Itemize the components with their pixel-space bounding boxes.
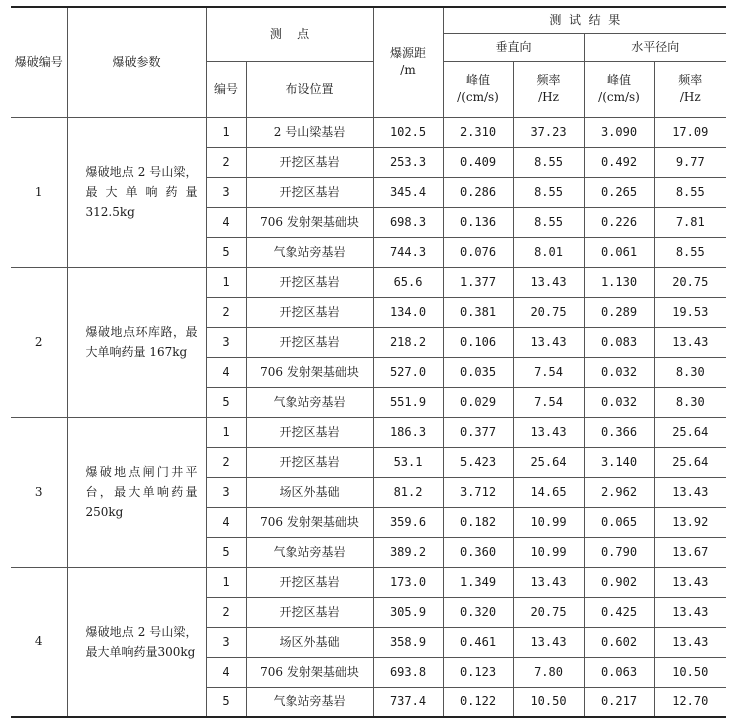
horizontal-peak-cell: 0.902 [584, 567, 654, 597]
header-horizontal-peak [584, 61, 654, 117]
distance-cell: 359.6 [373, 507, 443, 537]
header-distance-text: 爆源距 [390, 46, 427, 61]
vertical-freq-cell: 25.64 [513, 447, 584, 477]
distance-cell: 305.9 [373, 597, 443, 627]
vertical-peak-cell: 0.182 [443, 507, 513, 537]
point-no-cell: 4 [206, 507, 246, 537]
header-vertical [443, 33, 584, 61]
header-location [246, 61, 373, 117]
horizontal-freq-cell: 7.81 [654, 207, 726, 237]
vertical-peak-cell: 0.029 [443, 387, 513, 417]
vertical-freq-cell: 14.65 [513, 477, 584, 507]
header-vertical-peak [443, 61, 513, 117]
header-freq-unit: /Hz [679, 90, 701, 104]
header-measure-point [206, 7, 373, 61]
vertical-peak-cell: 2.310 [443, 117, 513, 147]
vertical-freq-cell: 10.50 [513, 687, 584, 717]
vertical-peak-cell: 0.360 [443, 537, 513, 567]
horizontal-freq-cell: 8.30 [654, 357, 726, 387]
location-cell: 开挖区基岩 [246, 417, 373, 447]
location-cell: 场区外基础 [246, 627, 373, 657]
distance-cell: 358.9 [373, 627, 443, 657]
distance-cell: 253.3 [373, 147, 443, 177]
vertical-freq-cell: 13.43 [513, 567, 584, 597]
point-no-cell: 3 [206, 477, 246, 507]
blast-params-cell: 爆破地点环库路，最大单响药量 167kg [67, 267, 206, 417]
horizontal-peak-cell: 3.090 [584, 117, 654, 147]
location-cell: 706 发射架基础块 [246, 207, 373, 237]
horizontal-peak-cell: 0.425 [584, 597, 654, 627]
distance-cell: 81.2 [373, 477, 443, 507]
point-no-cell: 2 [206, 597, 246, 627]
vertical-freq-cell: 13.43 [513, 327, 584, 357]
header-distance [373, 7, 443, 117]
vertical-peak-cell: 0.123 [443, 657, 513, 687]
horizontal-peak-cell: 0.061 [584, 237, 654, 267]
point-no-cell: 5 [206, 237, 246, 267]
point-no-cell: 2 [206, 297, 246, 327]
point-no-cell: 2 [206, 447, 246, 477]
location-cell: 气象站旁基岩 [246, 687, 373, 717]
vertical-peak-cell: 0.136 [443, 207, 513, 237]
vertical-freq-cell: 10.99 [513, 507, 584, 537]
point-no-cell: 3 [206, 627, 246, 657]
header-freq-text: 频率 [678, 73, 703, 87]
header-point-no [206, 61, 246, 117]
distance-cell: 737.4 [373, 687, 443, 717]
horizontal-freq-cell: 12.70 [654, 687, 726, 717]
vertical-peak-cell: 0.106 [443, 327, 513, 357]
distance-cell: 65.6 [373, 267, 443, 297]
vertical-peak-cell: 1.349 [443, 567, 513, 597]
table-row [11, 417, 726, 447]
horizontal-freq-cell: 13.67 [654, 537, 726, 567]
point-no-cell: 5 [206, 537, 246, 567]
horizontal-peak-cell: 0.289 [584, 297, 654, 327]
horizontal-peak-cell: 0.492 [584, 147, 654, 177]
vertical-freq-cell: 13.43 [513, 267, 584, 297]
vertical-freq-cell: 13.43 [513, 627, 584, 657]
blast-no-cell: 3 [11, 417, 67, 567]
header-freq-text: 频率 [536, 73, 561, 87]
horizontal-peak-cell: 0.265 [584, 177, 654, 207]
location-cell: 706 发射架基础块 [246, 357, 373, 387]
header-blast-no [11, 7, 67, 117]
vertical-peak-cell: 0.076 [443, 237, 513, 267]
point-no-cell: 4 [206, 657, 246, 687]
vertical-peak-cell: 1.377 [443, 267, 513, 297]
point-no-cell: 1 [206, 117, 246, 147]
header-location-text: 布设位置 [285, 81, 334, 96]
horizontal-freq-cell: 25.64 [654, 417, 726, 447]
vertical-freq-cell: 20.75 [513, 597, 584, 627]
vertical-peak-cell: 0.122 [443, 687, 513, 717]
header-distance-unit: /m [400, 63, 416, 78]
header-blast-no-text: 爆破编号 [14, 54, 63, 69]
distance-cell: 186.3 [373, 417, 443, 447]
table-row [11, 567, 726, 597]
distance-cell: 173.0 [373, 567, 443, 597]
horizontal-freq-cell: 13.43 [654, 477, 726, 507]
header-vertical-text: 垂直向 [495, 39, 532, 54]
header-results [443, 7, 726, 33]
horizontal-freq-cell: 13.43 [654, 567, 726, 597]
vertical-freq-cell: 37.23 [513, 117, 584, 147]
blast-params-cell: 爆破地点 2 号山梁，最大单响药量300kg [67, 567, 206, 717]
horizontal-freq-cell: 19.53 [654, 297, 726, 327]
point-no-cell: 5 [206, 387, 246, 417]
vertical-peak-cell: 0.320 [443, 597, 513, 627]
header-peak-unit: /(cm/s) [598, 90, 640, 104]
distance-cell: 744.3 [373, 237, 443, 267]
horizontal-freq-cell: 20.75 [654, 267, 726, 297]
horizontal-peak-cell: 0.083 [584, 327, 654, 357]
table-row [11, 117, 726, 147]
point-no-cell: 3 [206, 177, 246, 207]
header-peak-unit: /(cm/s) [457, 90, 499, 104]
header-vertical-freq [513, 61, 584, 117]
distance-cell: 102.5 [373, 117, 443, 147]
table-row [11, 267, 726, 297]
blast-no-cell: 2 [11, 267, 67, 417]
location-cell: 开挖区基岩 [246, 447, 373, 477]
blast-no-cell: 4 [11, 567, 67, 717]
distance-cell: 551.9 [373, 387, 443, 417]
distance-cell: 134.0 [373, 297, 443, 327]
header-horizontal-freq [654, 61, 726, 117]
vertical-peak-cell: 5.423 [443, 447, 513, 477]
header-horizontal-text: 水平径向 [631, 39, 680, 54]
point-no-cell: 4 [206, 357, 246, 387]
table-body [11, 117, 726, 717]
blast-params-cell: 爆破地点闸门井平台，最大单响药量250kg [67, 417, 206, 567]
vertical-peak-cell: 0.377 [443, 417, 513, 447]
header-blast-params [67, 7, 206, 117]
horizontal-freq-cell: 13.92 [654, 507, 726, 537]
location-cell: 开挖区基岩 [246, 597, 373, 627]
location-cell: 场区外基础 [246, 477, 373, 507]
horizontal-peak-cell: 1.130 [584, 267, 654, 297]
point-no-cell: 2 [206, 147, 246, 177]
vertical-freq-cell: 8.55 [513, 147, 584, 177]
location-cell: 开挖区基岩 [246, 297, 373, 327]
horizontal-freq-cell: 13.43 [654, 597, 726, 627]
location-cell: 706 发射架基础块 [246, 657, 373, 687]
header-peak-text: 峰值 [466, 73, 491, 87]
location-cell: 开挖区基岩 [246, 147, 373, 177]
vertical-freq-cell: 8.55 [513, 207, 584, 237]
location-cell: 气象站旁基岩 [246, 237, 373, 267]
horizontal-peak-cell: 0.790 [584, 537, 654, 567]
horizontal-freq-cell: 17.09 [654, 117, 726, 147]
distance-cell: 693.8 [373, 657, 443, 687]
distance-cell: 53.1 [373, 447, 443, 477]
header-results-text: 测 试 结 果 [549, 12, 621, 27]
horizontal-freq-cell: 8.55 [654, 177, 726, 207]
horizontal-peak-cell: 0.065 [584, 507, 654, 537]
horizontal-freq-cell: 9.77 [654, 147, 726, 177]
vertical-freq-cell: 13.43 [513, 417, 584, 447]
location-cell: 开挖区基岩 [246, 177, 373, 207]
horizontal-peak-cell: 2.962 [584, 477, 654, 507]
horizontal-peak-cell: 0.032 [584, 357, 654, 387]
header-blast-params-text: 爆破参数 [112, 54, 161, 69]
vertical-freq-cell: 8.55 [513, 177, 584, 207]
point-no-cell: 3 [206, 327, 246, 357]
horizontal-peak-cell: 0.226 [584, 207, 654, 237]
horizontal-peak-cell: 0.063 [584, 657, 654, 687]
header-point-no-text: 编号 [213, 81, 238, 96]
header-freq-unit: /Hz [538, 90, 559, 104]
location-cell: 开挖区基岩 [246, 327, 373, 357]
point-no-cell: 1 [206, 567, 246, 597]
vertical-freq-cell: 7.80 [513, 657, 584, 687]
horizontal-freq-cell: 13.43 [654, 627, 726, 657]
horizontal-peak-cell: 0.032 [584, 387, 654, 417]
location-cell: 气象站旁基岩 [246, 537, 373, 567]
distance-cell: 389.2 [373, 537, 443, 567]
header-measure-point-text: 测 点 [269, 26, 310, 41]
vertical-freq-cell: 10.99 [513, 537, 584, 567]
horizontal-peak-cell: 3.140 [584, 447, 654, 477]
vertical-peak-cell: 0.461 [443, 627, 513, 657]
horizontal-peak-cell: 0.217 [584, 687, 654, 717]
distance-cell: 527.0 [373, 357, 443, 387]
horizontal-peak-cell: 0.602 [584, 627, 654, 657]
horizontal-freq-cell: 8.30 [654, 387, 726, 417]
point-no-cell: 5 [206, 687, 246, 717]
vertical-peak-cell: 0.286 [443, 177, 513, 207]
location-cell: 气象站旁基岩 [246, 387, 373, 417]
location-cell: 开挖区基岩 [246, 267, 373, 297]
vertical-freq-cell: 8.01 [513, 237, 584, 267]
horizontal-freq-cell: 8.55 [654, 237, 726, 267]
vertical-peak-cell: 0.035 [443, 357, 513, 387]
location-cell: 开挖区基岩 [246, 567, 373, 597]
point-no-cell: 4 [206, 207, 246, 237]
distance-cell: 345.4 [373, 177, 443, 207]
point-no-cell: 1 [206, 417, 246, 447]
horizontal-peak-cell: 0.366 [584, 417, 654, 447]
horizontal-freq-cell: 13.43 [654, 327, 726, 357]
distance-cell: 698.3 [373, 207, 443, 237]
blast-no-cell: 1 [11, 117, 67, 267]
vertical-peak-cell: 3.712 [443, 477, 513, 507]
vertical-peak-cell: 0.381 [443, 297, 513, 327]
vertical-freq-cell: 20.75 [513, 297, 584, 327]
distance-cell: 218.2 [373, 327, 443, 357]
location-cell: 706 发射架基础块 [246, 507, 373, 537]
vertical-freq-cell: 7.54 [513, 387, 584, 417]
point-no-cell: 1 [206, 267, 246, 297]
blast-params-cell: 爆破地点 2 号山梁，最大单响药量312.5kg [67, 117, 206, 267]
vertical-freq-cell: 7.54 [513, 357, 584, 387]
header-horizontal [584, 33, 726, 61]
location-cell: 2 号山梁基岩 [246, 117, 373, 147]
horizontal-freq-cell: 25.64 [654, 447, 726, 477]
horizontal-freq-cell: 10.50 [654, 657, 726, 687]
blast-vibration-table [11, 6, 726, 718]
vertical-peak-cell: 0.409 [443, 147, 513, 177]
header-peak-text: 峰值 [607, 73, 632, 87]
